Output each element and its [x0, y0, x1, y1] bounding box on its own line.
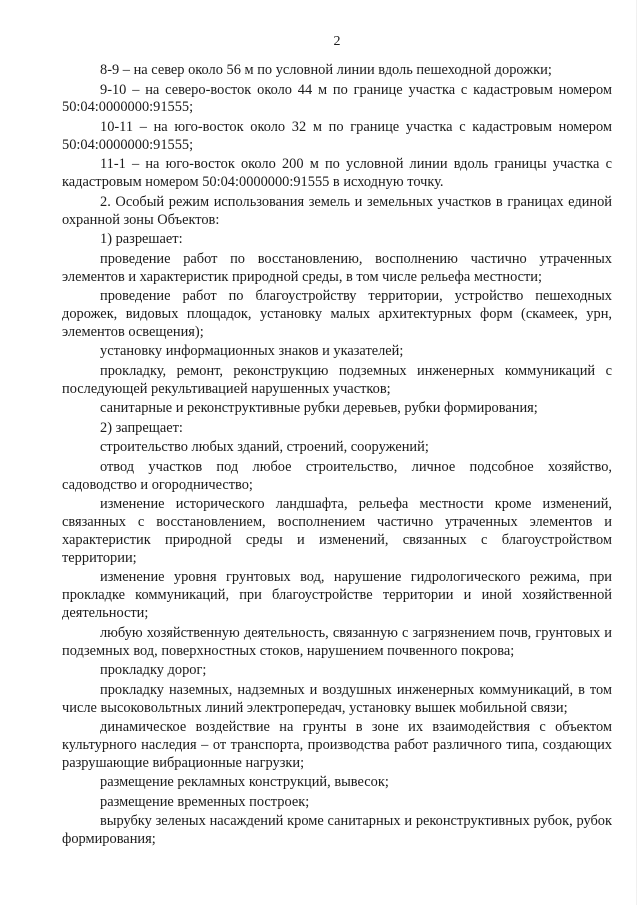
- paragraph: любую хозяйственную деятельность, связанную с загрязнением почв, грунтовых и подземных вод, поверхностных стоков, нарушением почвенного покрова;: [62, 624, 612, 659]
- paragraph: 1) разрешает:: [100, 231, 183, 248]
- paragraph: проведение работ по восстановлению, восполнению частично утраченных элементов и характеристик природной среды, в том числе рельефа местности;: [62, 250, 612, 285]
- paragraph: 10-11 – на юго-восток около 32 м по границе участка с кадастровым номером 50:04:0000000:91555;: [62, 118, 612, 153]
- paragraph: прокладку наземных, надземных и воздушных инженерных коммуникаций, в том числе высоковольтных линий электропередач, установку вышек мобильной связи;: [62, 681, 612, 716]
- paragraph: санитарные и реконструктивные рубки деревьев, рубки формирования;: [100, 400, 538, 417]
- paragraph: размещение рекламных конструкций, вывесок;: [100, 774, 389, 791]
- paragraph: динамическое воздействие на грунты в зоне их взаимодействия с объектом культурного наследия – от транспорта, производства работ различного типа, создающих разрушающие вибрационные нагрузки;: [62, 719, 612, 771]
- paragraph: изменение уровня грунтовых вод, нарушение гидрологического режима, при прокладке коммуникаций, при благоустройстве территории и иной хозяйственной деятельности;: [62, 569, 612, 622]
- paragraph: 9-10 – на северо-восток около 44 м по границе участка с кадастровым номером 50:04:0000000:91555;: [62, 81, 612, 116]
- scan-edge-line: [636, 0, 637, 905]
- document-body: [62, 62, 612, 849]
- paragraph: 11-1 – на юго-восток около 200 м по условной линии вдоль границы участка с кадастровым номером 50:04:0000000:91555 в исходную точку.: [62, 156, 612, 191]
- paragraph: изменение исторического ландшафта, рельефа местности кроме изменений, связанных с восстановлением, восполнением частично утраченных элементов и характеристик природной среды и изменений, связанных с благоустройством территории;: [62, 496, 612, 566]
- paragraph: 2. Особый режим использования земель и земельных участков в границах единой охранной зоны Объектов:: [62, 193, 612, 228]
- paragraph: прокладку дорог;: [100, 662, 207, 679]
- paragraph: размещение временных построек;: [100, 793, 310, 810]
- paragraph: 2) запрещает:: [100, 419, 183, 436]
- paragraph: строительство любых зданий, строений, сооружений;: [100, 439, 429, 456]
- paragraph: вырубку зеленых насаждений кроме санитарных и реконструктивных рубок, рубок формирования;: [62, 813, 612, 848]
- paragraph: отвод участков под любое строительство, личное подсобное хозяйство, садоводство и огородничество;: [62, 458, 612, 493]
- paragraph: установку информационных знаков и указателей;: [100, 343, 404, 360]
- page-number: 2: [333, 34, 341, 49]
- paragraph: прокладку, ремонт, реконструкцию подземных инженерных коммуникаций с последующей рекультивацией нарушенных участков;: [62, 362, 612, 397]
- paragraph: проведение работ по благоустройству территории, устройство пешеходных дорожек, видовых площадок, установку малых архитектурных форм (скамеек, урн, элементов освещения);: [62, 288, 612, 340]
- paragraph: 8-9 – на север около 56 м по условной линии вдоль пешеходной дорожки;: [100, 62, 552, 78]
